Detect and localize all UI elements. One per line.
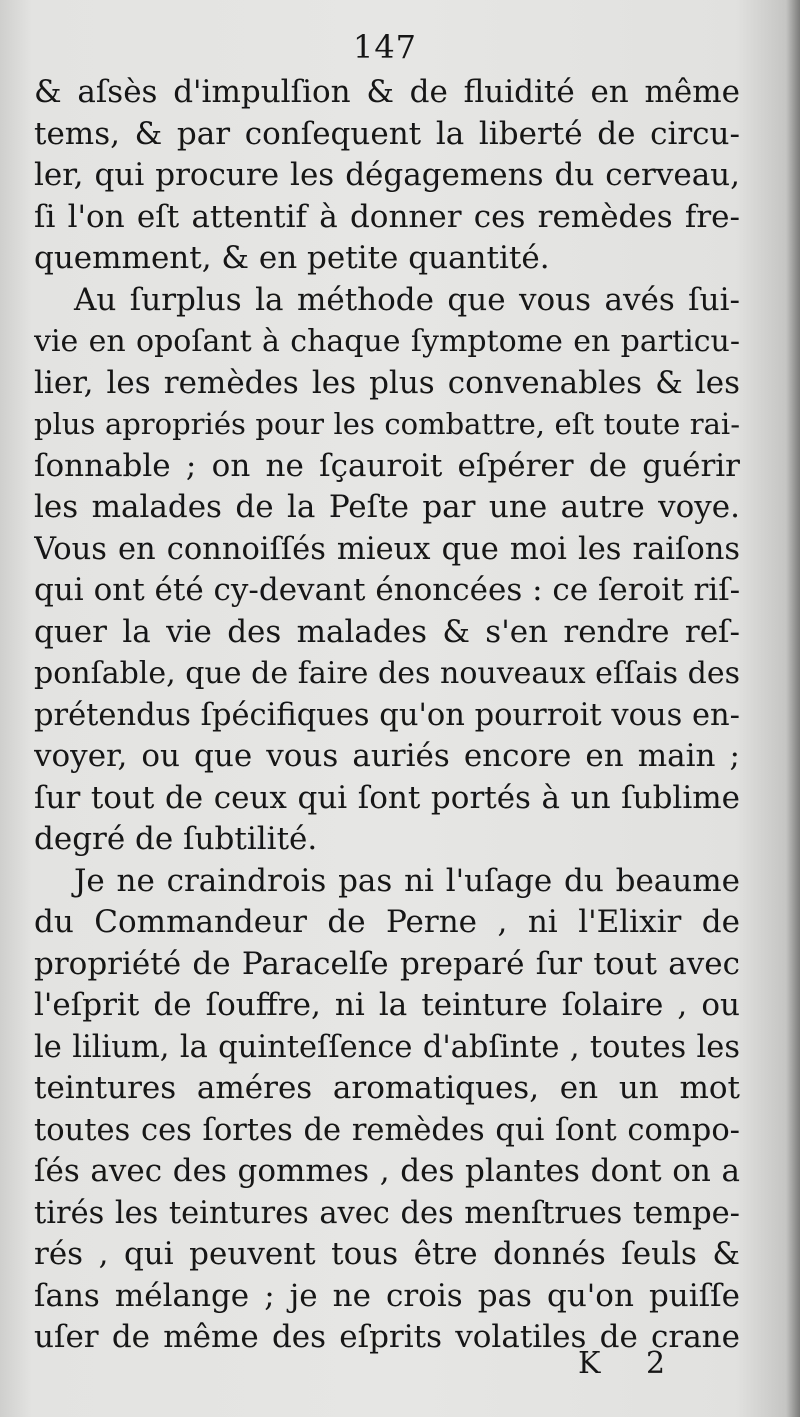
body-text	[34, 72, 740, 1359]
text-line: ſés avec des gommes , des plantes dont on a	[34, 1153, 740, 1189]
text-line: du Commandeur de Perne , ni l'Elixir de	[34, 904, 740, 940]
text-line: le lilium, la quinteſſence d'abſinte , toutes les	[34, 1029, 740, 1065]
text-line: uſer de même des eſprits volatiles de crane	[34, 1319, 740, 1355]
text-line: ſur tout de ceux qui ſont portés à un ſublime	[34, 779, 740, 816]
text-line: ſonnable ; on ne ſçauroit eſpérer de guérir	[34, 447, 740, 484]
text-line: Je ne craindrois pas ni l'uſage du beaume	[74, 862, 740, 899]
text-line: teintures améres aromatiques, en un mot	[34, 1070, 740, 1106]
text-line: vie en opoſant à chaque ſymptome en particu-	[34, 324, 740, 359]
text-line: tems, & par conſequent la liberté de circu-	[34, 115, 740, 152]
text-line: tirés les teintures avec des menſtrues tempe-	[34, 1195, 740, 1231]
text-line: quemment, & en petite quantité.	[34, 240, 550, 276]
text-line: les malades de la Peſte par une autre voye.	[34, 489, 740, 525]
text-line: qui ont été cy-devant énoncées : ce ſeroit riſ-	[34, 572, 740, 608]
text-line: lier, les remèdes les plus convenables & les	[34, 364, 740, 401]
text-line: Au ſurplus la méthode que vous avés ſui-	[74, 281, 740, 318]
text-line: voyer, ou que vous auriés encore en main ;	[34, 738, 740, 774]
text-line: plus apropriés pour les combattre, eſt toute rai-	[34, 407, 740, 441]
text-line: ponſable, que de faire des nouveaux eſſais des	[34, 656, 740, 691]
signature-mark: K 2	[578, 1346, 684, 1381]
text-line: quer la vie des malades & s'en rendre reſ-	[34, 613, 740, 650]
text-line: degré de ſubtilité.	[34, 821, 318, 857]
text-line: rés , qui peuvent tous être donnés ſeuls &	[34, 1236, 740, 1272]
page-edge-shadow	[786, 0, 800, 1417]
text-line: ſans mélange ; je ne crois pas qu'on puiſſe	[34, 1277, 740, 1314]
text-line: & aſsès d'impulſion & de fluidité en même	[34, 74, 740, 110]
text-line: propriété de Paracelſe preparé ſur tout avec	[34, 945, 740, 982]
text-line: l'eſprit de ſouffre, ni la teinture ſolaire , ou	[34, 987, 740, 1023]
text-line: prétendus ſpécifiques qu'on pourroit vous en-	[34, 697, 740, 733]
text-line: toutes ces ſortes de remèdes qui ſont compo-	[34, 1112, 740, 1148]
page-number: 147	[352, 28, 418, 66]
text-line: ler, qui procure les dégagemens du cerveau,	[34, 157, 740, 193]
text-line: Vous en connoiſſés mieux que moi les raiſons	[34, 531, 740, 567]
text-line: ſi l'on eſt attentif à donner ces remèdes fre-	[34, 198, 740, 235]
